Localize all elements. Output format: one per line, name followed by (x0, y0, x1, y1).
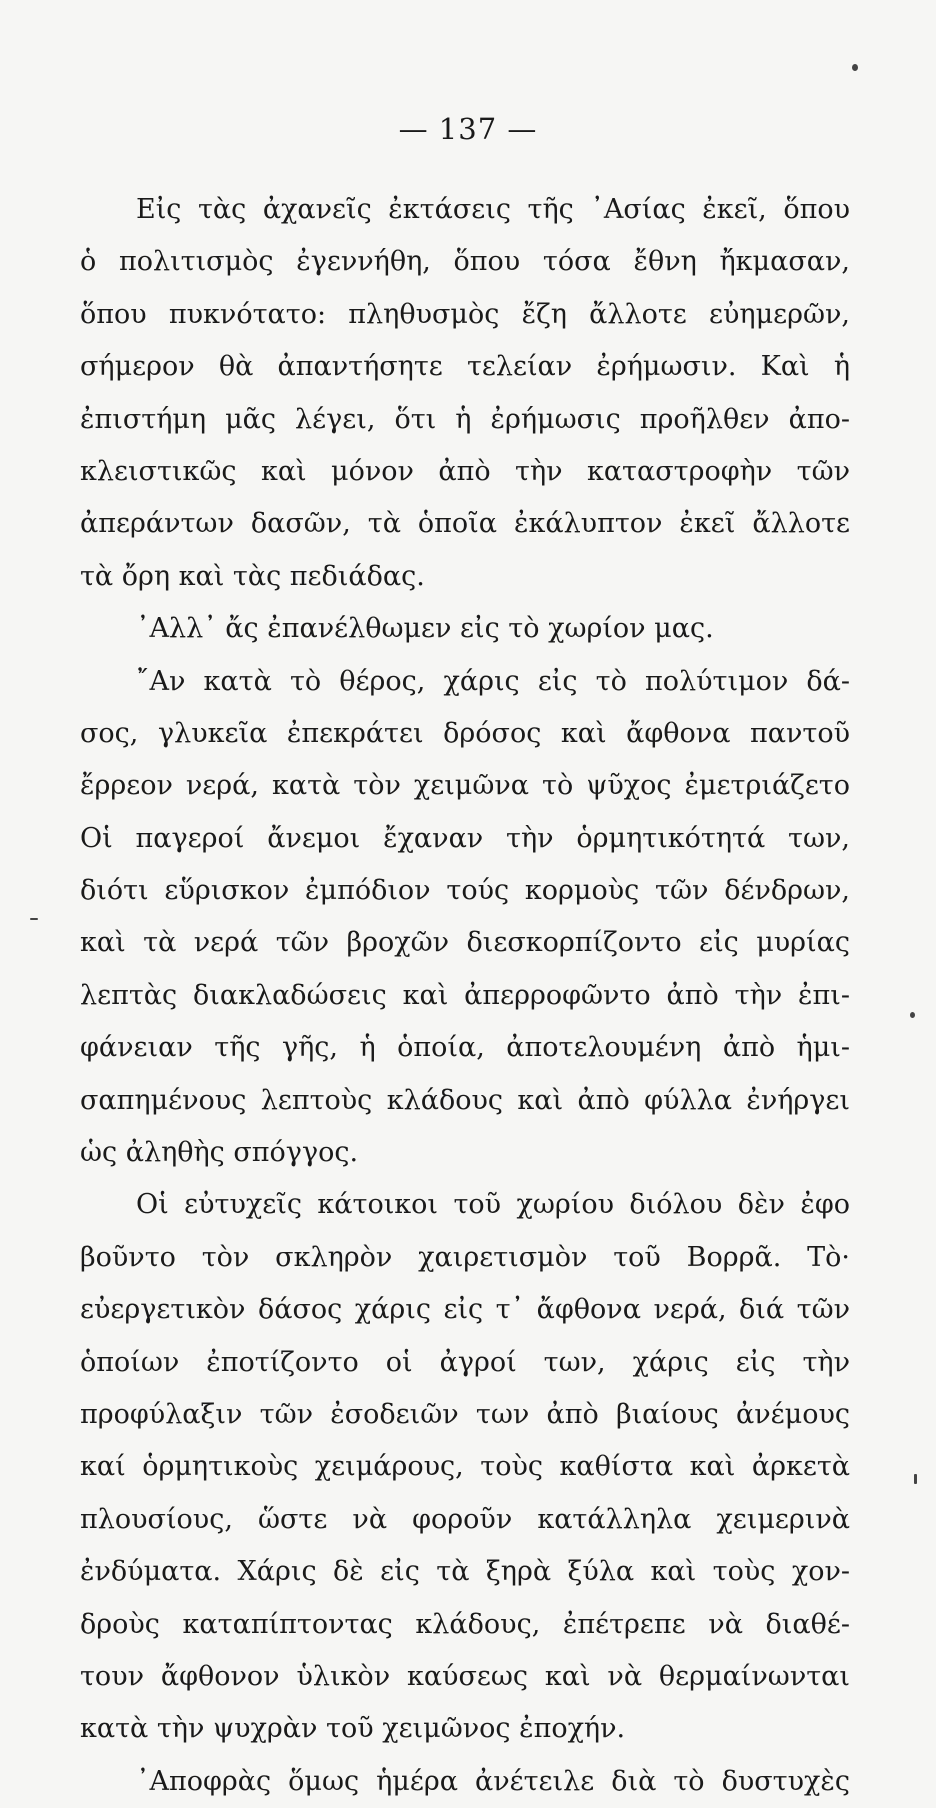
text-line: λεπτὰς διακλαδώσεις καὶ ἀπερροφῶντο ἀπὸ τὴν ἐπι- (80, 979, 850, 1011)
print-speck (852, 64, 858, 71)
text-line: σος, γλυκεῖα ἐπεκράτει δρόσος καὶ ἄφθονα παντοῦ (80, 717, 850, 749)
text-line: κατὰ τὴν ψυχρὰν τοῦ χειμῶνος ἐποχήν. (80, 1713, 626, 1745)
text-line: Οἱ παγεροί ἄνεμοι ἔχαναν τὴν ὁρμητικότητά των, (80, 822, 850, 854)
text-line: διότι εὕρισκον ἐμπόδιον τούς κορμοὺς τῶν δένδρων, (80, 875, 850, 907)
text-line: κλειστικῶς καὶ μόνον ἀπὸ τὴν καταστροφὴν τῶν (80, 455, 850, 487)
text-line: προφύλαξιν τῶν ἐσοδειῶν των ἀπὸ βιαίους ἀνέμους (80, 1398, 850, 1430)
text-line: εὐεργετικὸν δάσος χάρις εἰς τ᾽ ἄφθονα νερά, διά τῶν (80, 1294, 850, 1326)
text-line: βοῦντο τὸν σκληρὸν χαιρετισμὸν τοῦ Βορρᾶ. Τὸ· (80, 1241, 850, 1273)
text-line: ᾽Αλλ᾽ ἄς ἐπανέλθωμεν εἰς τὸ χωρίον μας. (136, 613, 714, 645)
text-line: σαπημένους λεπτοὺς κλάδους καὶ ἀπὸ φύλλα ἐνήργει (80, 1084, 850, 1116)
text-line: Οἱ εὐτυχεῖς κάτοικοι τοῦ χωρίου διόλου δὲν ἐφο (136, 1189, 850, 1221)
text-line: τὰ ὄρη καὶ τὰς πεδιάδας. (80, 560, 425, 592)
text-line: φάνειαν τῆς γῆς, ἡ ὁποία, ἀποτελουμένη ἀπὸ ἡμι- (80, 1032, 850, 1064)
text-line: ῎Αν κατὰ τὸ θέρος, χάρις εἰς τὸ πολύτιμον δά- (136, 665, 850, 697)
text-line: ὡς ἀληθὴς σπόγγος. (80, 1137, 359, 1169)
text-line: καί ὁρμητικοὺς χειμάρους, τοὺς καθίστα καὶ ἀρκετὰ (80, 1451, 850, 1483)
body-text (80, 184, 850, 1808)
text-line: ὁποίων ἐποτίζοντο οἱ ἀγροί των, χάρις εἰς τὴν (80, 1346, 850, 1378)
print-speck (914, 1474, 917, 1484)
text-line: ἀπεράντων δασῶν, τὰ ὁποῖα ἐκάλυπτον ἐκεῖ ἄλλοτε (80, 508, 850, 540)
text-line: καὶ τὰ νερά τῶν βροχῶν διεσκορπίζοντο εἰς μυρίας (80, 927, 850, 959)
text-line: ἔρρεον νερά, κατὰ τὸν χειμῶνα τὸ ψῦχος ἐμετριάζετο (80, 770, 850, 802)
text-line: πλουσίους, ὥστε νὰ φοροῦν κατάλληλα χειμερινὰ (80, 1503, 850, 1535)
print-speck (30, 918, 38, 920)
text-line: τουν ἄφθονον ὑλικὸν καύσεως καὶ νὰ θερμαίνωνται (80, 1660, 850, 1692)
text-line: δροὺς καταπίπτοντας κλάδους, ἐπέτρεπε νὰ διαθέ- (80, 1608, 850, 1640)
print-speck (910, 1012, 915, 1018)
text-line: ἐπιστήμη μᾶς λέγει, ὅτι ἡ ἐρήμωσις προῆλθεν ἀπο- (80, 403, 850, 435)
text-line: ὁ πολιτισμὸς ἐγεννήθη, ὅπου τόσα ἔθνη ἤκμασαν, (80, 246, 850, 278)
text-line: ὅπου πυκνότατο: πληθυσμὸς ἔζη ἄλλοτε εὐημερῶν, (80, 298, 850, 330)
text-line: σήμερον θὰ ἀπαντήσητε τελείαν ἐρήμωσιν. Καὶ ἡ (80, 351, 850, 383)
text-line: ᾽Αποφρὰς ὅμως ἡμέρα ἀνέτειλε διὰ τὸ δυστυχὲς (136, 1765, 850, 1797)
text-line: ἐνδύματα. Χάρις δὲ εἰς τὰ ξηρὰ ξύλα καὶ τοὺς χον- (80, 1556, 850, 1588)
text-line: Εἰς τὰς ἀχανεῖς ἐκτάσεις τῆς ᾽Ασίας ἐκεῖ, ὅπου (136, 194, 850, 225)
page-number: — 137 — (398, 112, 538, 146)
